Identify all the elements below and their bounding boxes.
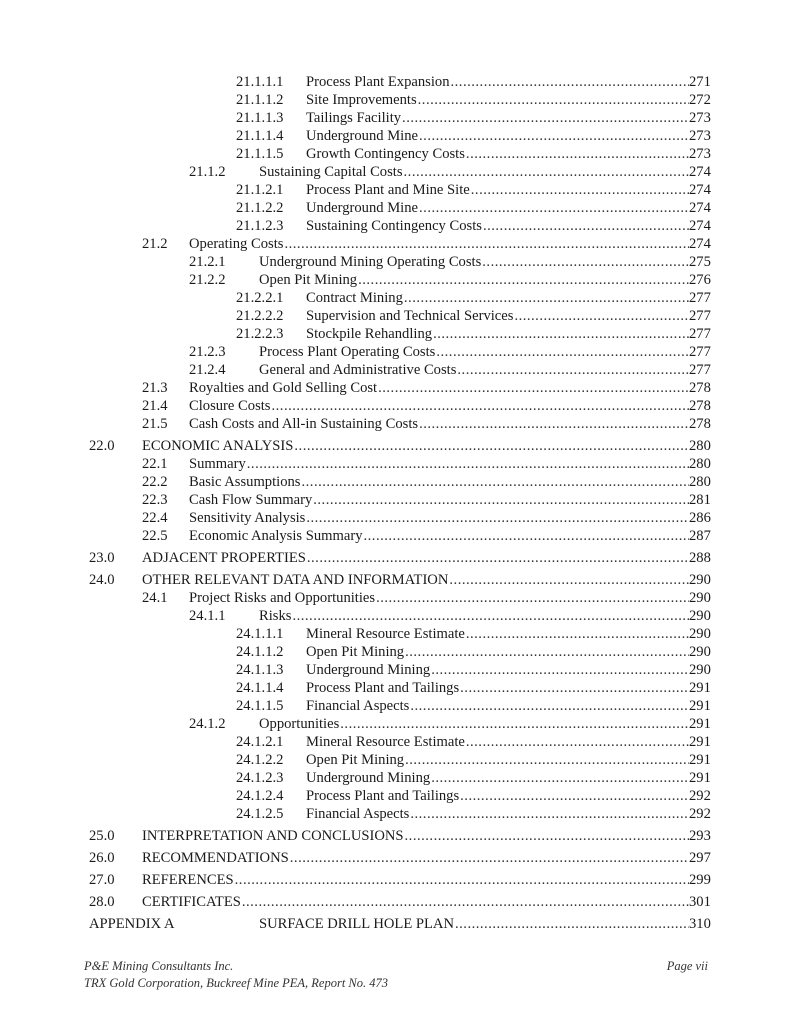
toc-entry-number: 21.2 bbox=[142, 236, 168, 252]
toc-entry-title[interactable]: ADJACENT PROPERTIES bbox=[142, 550, 306, 566]
toc-entry[interactable] bbox=[0, 769, 800, 787]
toc-entry-number: 21.2.4 bbox=[189, 362, 226, 378]
toc-entry-title[interactable]: Operating Costs bbox=[189, 236, 284, 252]
toc-entry[interactable] bbox=[0, 127, 800, 145]
toc-entry-page: 287 bbox=[689, 528, 711, 544]
toc-entry[interactable] bbox=[0, 697, 800, 715]
footer-report: TRX Gold Corporation, Buckreef Mine PEA, Report No. 473 bbox=[84, 976, 389, 990]
toc-entry-page: 288 bbox=[689, 550, 711, 566]
toc-entry-number: 24.1.2.4 bbox=[236, 788, 284, 804]
toc-entry-number: 22.1 bbox=[142, 456, 168, 472]
toc-entry-leader bbox=[306, 73, 689, 91]
dot-leader bbox=[449, 571, 689, 589]
toc-entry-title[interactable]: Economic Analysis Summary bbox=[189, 528, 363, 544]
toc-entry-number: 24.1.2.3 bbox=[236, 770, 284, 786]
toc-entry-leader bbox=[306, 199, 689, 217]
toc-entry-title[interactable]: Open Pit Mining bbox=[259, 272, 358, 288]
toc-entry-number: 24.1.2 bbox=[189, 716, 226, 732]
toc-entry-title[interactable]: Underground Mine bbox=[306, 128, 419, 144]
toc-entry-page: 277 bbox=[689, 308, 711, 324]
toc-entry-page: 292 bbox=[689, 806, 711, 822]
toc-entry-page: 280 bbox=[689, 474, 711, 490]
toc-entry-page: 291 bbox=[689, 698, 711, 714]
toc-entry-page: 290 bbox=[689, 662, 711, 678]
toc-entry[interactable] bbox=[0, 679, 800, 697]
dot-leader bbox=[292, 607, 689, 625]
toc-entry-title[interactable]: Project Risks and Opportunities bbox=[189, 590, 376, 606]
toc-entry[interactable] bbox=[0, 805, 800, 823]
toc-entry-number: 21.1.2.1 bbox=[236, 182, 284, 198]
toc-entry-page: 290 bbox=[689, 644, 711, 660]
dot-leader bbox=[466, 625, 689, 643]
toc-entry-title[interactable]: OTHER RELEVANT DATA AND INFORMATION bbox=[142, 572, 449, 588]
toc-entry-title[interactable]: Opportunities bbox=[259, 716, 340, 732]
toc-entry-title[interactable]: Process Plant Operating Costs bbox=[259, 344, 436, 360]
toc-entry-page: 297 bbox=[689, 850, 711, 866]
toc-entry-leader bbox=[189, 397, 689, 415]
dot-leader bbox=[410, 805, 689, 823]
toc-entry[interactable] bbox=[0, 109, 800, 127]
toc-entry-leader bbox=[142, 549, 689, 567]
toc-entry-leader bbox=[259, 253, 689, 271]
toc-entry-title[interactable]: Supervision and Technical Services bbox=[306, 308, 514, 324]
toc-entry-title[interactable]: Financial Aspects bbox=[306, 698, 410, 714]
toc-entry-title[interactable]: Process Plant and Mine Site bbox=[306, 182, 470, 198]
dot-leader bbox=[405, 827, 689, 845]
toc-entry-leader bbox=[189, 491, 689, 509]
toc-entry-number: 24.1.1.1 bbox=[236, 626, 284, 642]
toc-entry-leader bbox=[142, 849, 689, 867]
toc-entry-title[interactable]: Sustaining Capital Costs bbox=[259, 164, 403, 180]
toc-entry-page: 272 bbox=[689, 92, 711, 108]
toc-entry-number: 22.3 bbox=[142, 492, 168, 508]
dot-leader bbox=[306, 509, 689, 527]
toc-entry-leader bbox=[306, 733, 689, 751]
toc-entry-title[interactable]: Closure Costs bbox=[189, 398, 271, 414]
toc-entry-number: 26.0 bbox=[89, 850, 115, 866]
toc-entry-number: 22.2 bbox=[142, 474, 168, 490]
toc-entry-number: 21.2.3 bbox=[189, 344, 226, 360]
toc-entry-number: 24.1.1.4 bbox=[236, 680, 284, 696]
dot-leader bbox=[419, 199, 689, 217]
toc-entry-title[interactable]: ECONOMIC ANALYSIS bbox=[142, 438, 294, 454]
dot-leader bbox=[471, 181, 689, 199]
toc-entry-title[interactable]: Open Pit Mining bbox=[306, 752, 405, 768]
toc-entry-leader bbox=[306, 643, 689, 661]
toc-entry-number: 21.2.2.3 bbox=[236, 326, 284, 342]
toc-entry[interactable] bbox=[0, 235, 800, 253]
toc-entry-title[interactable]: Process Plant Expansion bbox=[306, 74, 450, 90]
toc-entry-page: 290 bbox=[689, 590, 711, 606]
toc-entry-leader bbox=[142, 893, 689, 911]
toc-entry-number: 21.2.2.1 bbox=[236, 290, 284, 306]
toc-entry-leader bbox=[142, 827, 689, 845]
toc-entry-leader bbox=[306, 325, 689, 343]
dot-leader bbox=[455, 915, 689, 933]
toc-entry-page: 273 bbox=[689, 128, 711, 144]
toc-entry-title[interactable]: Stockpile Rehandling bbox=[306, 326, 433, 342]
dot-leader bbox=[431, 769, 689, 787]
toc-entry-number: 21.1.2 bbox=[189, 164, 226, 180]
toc-entry[interactable] bbox=[0, 625, 800, 643]
toc-entry[interactable] bbox=[0, 343, 800, 361]
toc-entry-leader bbox=[306, 289, 689, 307]
page-footer bbox=[84, 958, 708, 992]
dot-leader bbox=[405, 751, 689, 769]
toc-entry[interactable] bbox=[0, 491, 800, 509]
toc-entry-page: 281 bbox=[689, 492, 711, 508]
toc-entry-number: 21.1.1.5 bbox=[236, 146, 284, 162]
toc-entry-leader bbox=[306, 679, 689, 697]
toc-entry-number: 22.0 bbox=[89, 438, 115, 454]
toc-entry[interactable] bbox=[0, 549, 800, 567]
toc-entry-page: 277 bbox=[689, 362, 711, 378]
toc-entry[interactable] bbox=[0, 871, 800, 889]
toc-entry-number: 21.1.2.2 bbox=[236, 200, 284, 216]
toc-entry-number: 24.0 bbox=[89, 572, 115, 588]
toc-entry-number: 22.5 bbox=[142, 528, 168, 544]
toc-entry[interactable] bbox=[0, 455, 800, 473]
toc-entry[interactable] bbox=[0, 787, 800, 805]
dot-leader bbox=[313, 491, 689, 509]
dot-leader bbox=[358, 271, 689, 289]
toc-entry-title[interactable]: Site Improvements bbox=[306, 92, 417, 108]
dot-leader bbox=[410, 697, 689, 715]
toc-entry-leader bbox=[306, 217, 689, 235]
toc-entry-number: 21.1.1.3 bbox=[236, 110, 284, 126]
dot-leader bbox=[431, 661, 689, 679]
toc-entry-leader bbox=[189, 527, 689, 545]
toc-entry-title[interactable]: RECOMMENDATIONS bbox=[142, 850, 289, 866]
toc-entry-page: 292 bbox=[689, 788, 711, 804]
dot-leader bbox=[419, 127, 689, 145]
toc-entry[interactable] bbox=[0, 715, 800, 733]
dot-leader bbox=[466, 145, 689, 163]
dot-leader bbox=[235, 871, 689, 889]
toc-entry-number: 27.0 bbox=[89, 872, 115, 888]
toc-entry[interactable] bbox=[0, 437, 800, 455]
toc-entry-leader bbox=[306, 91, 689, 109]
toc-entry[interactable] bbox=[0, 253, 800, 271]
toc-entry[interactable] bbox=[0, 849, 800, 867]
dot-leader bbox=[404, 289, 689, 307]
dot-leader bbox=[294, 437, 689, 455]
toc-entry[interactable] bbox=[0, 91, 800, 109]
toc-entry[interactable] bbox=[0, 181, 800, 199]
toc-entry-page: 276 bbox=[689, 272, 711, 288]
toc-entry-page: 286 bbox=[689, 510, 711, 526]
dot-leader bbox=[290, 849, 689, 867]
dot-leader bbox=[284, 235, 689, 253]
toc-entry-leader bbox=[259, 361, 689, 379]
toc-entry-number: 21.5 bbox=[142, 416, 168, 432]
dot-leader bbox=[302, 473, 690, 491]
toc-entry[interactable] bbox=[0, 361, 800, 379]
dot-leader bbox=[451, 73, 690, 91]
toc-entry-title[interactable]: Mineral Resource Estimate bbox=[306, 626, 465, 642]
toc-entry-page: 280 bbox=[689, 438, 711, 454]
toc-entry-page: 277 bbox=[689, 290, 711, 306]
toc-entry-number: 24.1.1 bbox=[189, 608, 226, 624]
toc-entry-number: 22.4 bbox=[142, 510, 168, 526]
toc-entry-page: 278 bbox=[689, 398, 711, 414]
toc-entry-title[interactable]: Cash Flow Summary bbox=[189, 492, 313, 508]
toc-entry-leader bbox=[259, 715, 689, 733]
toc-entry-leader bbox=[306, 127, 689, 145]
toc-entry-leader bbox=[259, 163, 689, 181]
toc-entry-number: 21.1.1.1 bbox=[236, 74, 284, 90]
toc-entry-title[interactable]: Underground Mining Operating Costs bbox=[259, 254, 482, 270]
toc-entry[interactable] bbox=[0, 307, 800, 325]
dot-leader bbox=[466, 733, 689, 751]
toc-entry-leader bbox=[142, 437, 689, 455]
toc-entry-leader bbox=[189, 415, 689, 433]
toc-entry-leader bbox=[306, 769, 689, 787]
toc-entry[interactable] bbox=[0, 643, 800, 661]
toc-entry-leader bbox=[306, 109, 689, 127]
toc-entry[interactable] bbox=[0, 751, 800, 769]
footer-company: P&E Mining Consultants Inc. bbox=[84, 959, 234, 973]
toc-entry-page: 280 bbox=[689, 456, 711, 472]
toc-entry[interactable] bbox=[0, 607, 800, 625]
dot-leader bbox=[460, 787, 689, 805]
toc-entry[interactable] bbox=[0, 217, 800, 235]
toc-entry-leader bbox=[306, 805, 689, 823]
toc-entry-page: 290 bbox=[689, 626, 711, 642]
toc-entry[interactable] bbox=[0, 199, 800, 217]
toc-entry[interactable] bbox=[0, 827, 800, 845]
toc-entry-number: 21.4 bbox=[142, 398, 168, 414]
toc-entry[interactable] bbox=[0, 527, 800, 545]
toc-entry-title[interactable]: REFERENCES bbox=[142, 872, 234, 888]
toc-entry-leader bbox=[189, 473, 689, 491]
toc-entry-number: 21.1.1.2 bbox=[236, 92, 284, 108]
toc-entry-page: 275 bbox=[689, 254, 711, 270]
toc-entry-page: 274 bbox=[689, 236, 711, 252]
toc-entry-page: 291 bbox=[689, 716, 711, 732]
toc-entry[interactable] bbox=[0, 163, 800, 181]
toc-entry-title[interactable]: Mineral Resource Estimate bbox=[306, 734, 465, 750]
toc-entry-page: 310 bbox=[689, 916, 711, 932]
footer-page-number: Page vii bbox=[666, 959, 708, 973]
toc-entry-leader bbox=[306, 751, 689, 769]
toc-entry-page: 271 bbox=[689, 74, 711, 90]
toc-entry[interactable] bbox=[0, 415, 800, 433]
toc-entry-page: 274 bbox=[689, 200, 711, 216]
toc-entry[interactable] bbox=[0, 325, 800, 343]
dot-leader bbox=[402, 109, 689, 127]
dot-leader bbox=[340, 715, 689, 733]
toc-entry-leader bbox=[306, 307, 689, 325]
toc-entry-number: 23.0 bbox=[89, 550, 115, 566]
toc-entry-leader bbox=[259, 607, 689, 625]
toc-entry-number: APPENDIX A bbox=[89, 916, 175, 932]
dot-leader bbox=[307, 549, 689, 567]
dot-leader bbox=[436, 343, 689, 361]
dot-leader bbox=[457, 361, 689, 379]
toc-entry-title[interactable]: Sensitivity Analysis bbox=[189, 510, 306, 526]
toc-entry-page: 273 bbox=[689, 110, 711, 126]
table-of-contents bbox=[0, 73, 800, 933]
toc-entry-title[interactable]: Underground Mining bbox=[306, 662, 431, 678]
toc-entry[interactable] bbox=[0, 915, 800, 933]
toc-entry-leader bbox=[306, 661, 689, 679]
toc-entry-page: 274 bbox=[689, 182, 711, 198]
toc-entry[interactable] bbox=[0, 271, 800, 289]
toc-entry-title[interactable]: CERTIFICATES bbox=[142, 894, 241, 910]
toc-entry[interactable] bbox=[0, 73, 800, 91]
toc-entry-title[interactable]: Risks bbox=[259, 608, 292, 624]
toc-entry-title[interactable]: Tailings Facility bbox=[306, 110, 402, 126]
toc-entry-number: 24.1.2.2 bbox=[236, 752, 284, 768]
toc-entry-title[interactable]: INTERPRETATION AND CONCLUSIONS bbox=[142, 828, 404, 844]
toc-entry[interactable] bbox=[0, 589, 800, 607]
toc-entry-page: 273 bbox=[689, 146, 711, 162]
toc-entry[interactable] bbox=[0, 733, 800, 751]
toc-entry-page: 301 bbox=[689, 894, 711, 910]
toc-entry-number: 21.1.1.4 bbox=[236, 128, 284, 144]
toc-entry-number: 21.2.2.2 bbox=[236, 308, 284, 324]
toc-entry-title[interactable]: SURFACE DRILL HOLE PLAN bbox=[259, 916, 454, 932]
dot-leader bbox=[376, 589, 689, 607]
toc-entry[interactable] bbox=[0, 145, 800, 163]
toc-entry-leader bbox=[259, 915, 689, 933]
toc-entry-number: 21.1.2.3 bbox=[236, 218, 284, 234]
toc-entry-leader bbox=[189, 379, 689, 397]
dot-leader bbox=[433, 325, 689, 343]
toc-entry-title[interactable]: Cash Costs and All-in Sustaining Costs bbox=[189, 416, 419, 432]
toc-entry-title[interactable]: Underground Mine bbox=[306, 200, 419, 216]
toc-entry-page: 277 bbox=[689, 344, 711, 360]
dot-leader bbox=[242, 893, 689, 911]
toc-entry[interactable] bbox=[0, 473, 800, 491]
toc-entry-title[interactable]: Summary bbox=[189, 456, 246, 472]
toc-entry-number: 28.0 bbox=[89, 894, 115, 910]
dot-leader bbox=[404, 163, 689, 181]
toc-entry[interactable] bbox=[0, 661, 800, 679]
toc-entry-leader bbox=[189, 589, 689, 607]
toc-entry-leader bbox=[259, 271, 689, 289]
toc-entry-title[interactable]: Growth Contingency Costs bbox=[306, 146, 465, 162]
dot-leader bbox=[247, 455, 689, 473]
toc-entry-page: 291 bbox=[689, 752, 711, 768]
toc-entry-number: 24.1.1.3 bbox=[236, 662, 284, 678]
toc-entry-page: 291 bbox=[689, 680, 711, 696]
toc-entry[interactable] bbox=[0, 893, 800, 911]
toc-entry[interactable] bbox=[0, 397, 800, 415]
toc-entry-number: 24.1.2.1 bbox=[236, 734, 284, 750]
toc-entry-title[interactable]: Open Pit Mining bbox=[306, 644, 405, 660]
toc-entry-page: 291 bbox=[689, 770, 711, 786]
dot-leader bbox=[378, 379, 689, 397]
toc-entry-page: 290 bbox=[689, 608, 711, 624]
toc-entry-title[interactable]: Process Plant and Tailings bbox=[306, 680, 460, 696]
toc-entry-page: 293 bbox=[689, 828, 711, 844]
toc-entry-leader bbox=[306, 145, 689, 163]
toc-entry-title[interactable]: Sustaining Contingency Costs bbox=[306, 218, 482, 234]
toc-entry-leader bbox=[189, 235, 689, 253]
toc-entry[interactable] bbox=[0, 379, 800, 397]
toc-entry-page: 277 bbox=[689, 326, 711, 342]
toc-entry-leader bbox=[189, 455, 689, 473]
toc-entry-title[interactable]: Royalties and Gold Selling Cost bbox=[189, 380, 378, 396]
toc-entry-title[interactable]: General and Administrative Costs bbox=[259, 362, 457, 378]
toc-entry-page: 299 bbox=[689, 872, 711, 888]
toc-entry-title[interactable]: Basic Assumptions bbox=[189, 474, 301, 490]
dot-leader bbox=[514, 307, 689, 325]
dot-leader bbox=[482, 253, 689, 271]
toc-entry-number: 24.1.2.5 bbox=[236, 806, 284, 822]
toc-entry-title[interactable]: Financial Aspects bbox=[306, 806, 410, 822]
dot-leader bbox=[483, 217, 689, 235]
toc-entry-page: 290 bbox=[689, 572, 711, 588]
toc-entry-page: 278 bbox=[689, 416, 711, 432]
toc-entry-page: 274 bbox=[689, 218, 711, 234]
toc-entry-number: 25.0 bbox=[89, 828, 115, 844]
toc-entry-number: 21.2.2 bbox=[189, 272, 226, 288]
toc-entry-page: 291 bbox=[689, 734, 711, 750]
toc-entry-page: 274 bbox=[689, 164, 711, 180]
dot-leader bbox=[272, 397, 690, 415]
toc-entry-leader bbox=[189, 509, 689, 527]
toc-entry-page: 278 bbox=[689, 380, 711, 396]
toc-entry[interactable] bbox=[0, 571, 800, 589]
toc-entry-title[interactable]: Underground Mining bbox=[306, 770, 431, 786]
dot-leader bbox=[460, 679, 689, 697]
toc-entry-number: 21.3 bbox=[142, 380, 168, 396]
toc-entry-leader bbox=[306, 787, 689, 805]
dot-leader bbox=[418, 91, 689, 109]
dot-leader bbox=[364, 527, 690, 545]
toc-entry-leader bbox=[306, 181, 689, 199]
dot-leader bbox=[405, 643, 689, 661]
toc-entry-number: 21.2.1 bbox=[189, 254, 226, 270]
toc-entry-title[interactable]: Contract Mining bbox=[306, 290, 403, 306]
toc-entry-number: 24.1.1.5 bbox=[236, 698, 284, 714]
toc-entry-leader bbox=[306, 697, 689, 715]
toc-entry-title[interactable]: Process Plant and Tailings bbox=[306, 788, 460, 804]
toc-entry-leader bbox=[259, 343, 689, 361]
toc-entry-leader bbox=[142, 871, 689, 889]
dot-leader bbox=[419, 415, 689, 433]
toc-entry[interactable] bbox=[0, 289, 800, 307]
toc-entry[interactable] bbox=[0, 509, 800, 527]
toc-entry-leader bbox=[306, 625, 689, 643]
toc-entry-number: 24.1 bbox=[142, 590, 168, 606]
toc-entry-leader bbox=[142, 571, 689, 589]
toc-entry-number: 24.1.1.2 bbox=[236, 644, 284, 660]
